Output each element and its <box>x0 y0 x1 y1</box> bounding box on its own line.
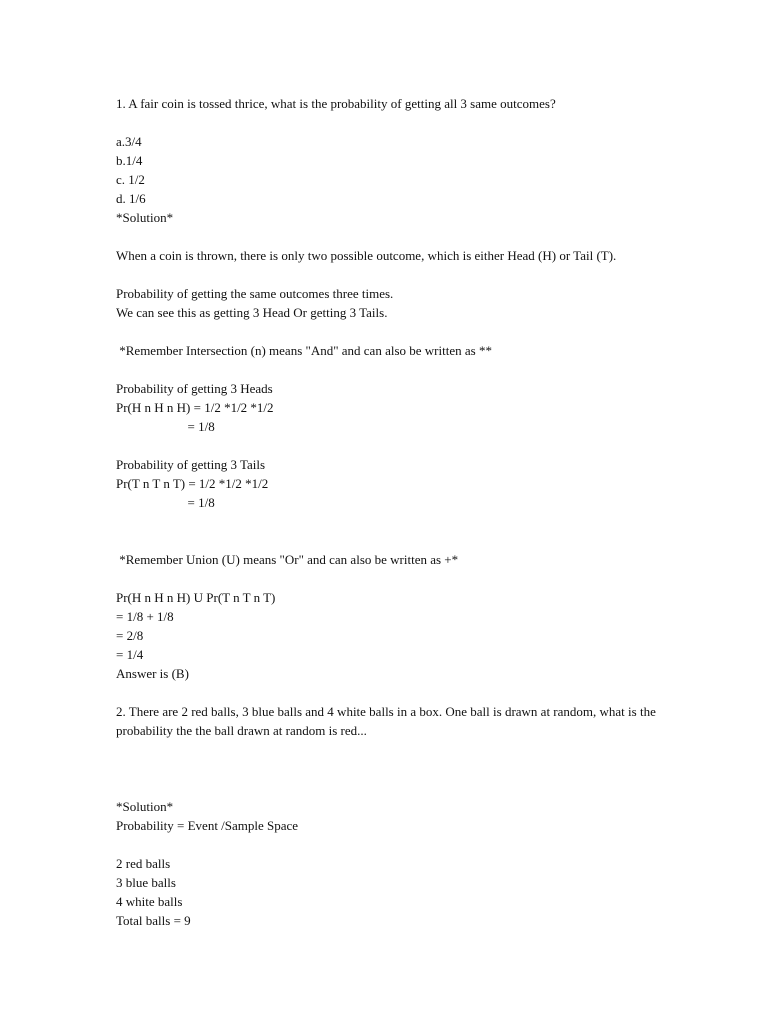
question-2: 2. There are 2 red balls, 3 blue balls and 4 white balls in a box. One ball is drawn at random, what is the probability the the ball drawn at random is red... <box>116 704 656 738</box>
heads-equation: Pr(H n H n H) = 1/2 *1/2 *1/2 <box>116 400 274 415</box>
union-step: = 1/4 <box>116 647 144 662</box>
union-note: *Remember Union (U) means "Or" and can also be written as +* <box>116 552 459 567</box>
same-outcomes-text: Probability of getting the same outcomes three times. <box>116 286 394 301</box>
count-white: 4 white balls <box>116 894 183 909</box>
count-total: Total balls = 9 <box>116 913 191 928</box>
see-as-text: We can see this as getting 3 Head Or getting 3 Tails. <box>116 305 388 320</box>
option-b: b.1/4 <box>116 153 143 168</box>
tails-result: = 1/8 <box>116 495 215 510</box>
document-page <box>116 94 676 930</box>
heads-result: = 1/8 <box>116 419 215 434</box>
probability-formula: Probability = Event /Sample Space <box>116 818 299 833</box>
answer-text: Answer is (B) <box>116 666 189 681</box>
tails-equation: Pr(T n T n T) = 1/2 *1/2 *1/2 <box>116 476 269 491</box>
question-1: 1. A fair coin is tossed thrice, what is the probability of getting all 3 same outcomes? <box>116 96 556 111</box>
union-equation: Pr(H n H n H) U Pr(T n T n T) <box>116 590 276 605</box>
solution-intro: When a coin is thrown, there is only two possible outcome, which is either Head (H) or Tail (T). <box>116 248 617 263</box>
tails-label: Probability of getting 3 Tails <box>116 457 266 472</box>
count-blue: 3 blue balls <box>116 875 176 890</box>
intersection-note: *Remember Intersection (n) means "And" and can also be written as ** <box>116 343 492 358</box>
heads-label: Probability of getting 3 Heads <box>116 381 273 396</box>
union-step: = 2/8 <box>116 628 144 643</box>
count-red: 2 red balls <box>116 856 171 871</box>
option-d: d. 1/6 <box>116 191 146 206</box>
solution-heading-2: *Solution* <box>116 799 174 814</box>
option-c: c. 1/2 <box>116 172 145 187</box>
solution-heading: *Solution* <box>116 210 174 225</box>
option-a: a.3/4 <box>116 134 142 149</box>
union-step: = 1/8 + 1/8 <box>116 609 174 624</box>
